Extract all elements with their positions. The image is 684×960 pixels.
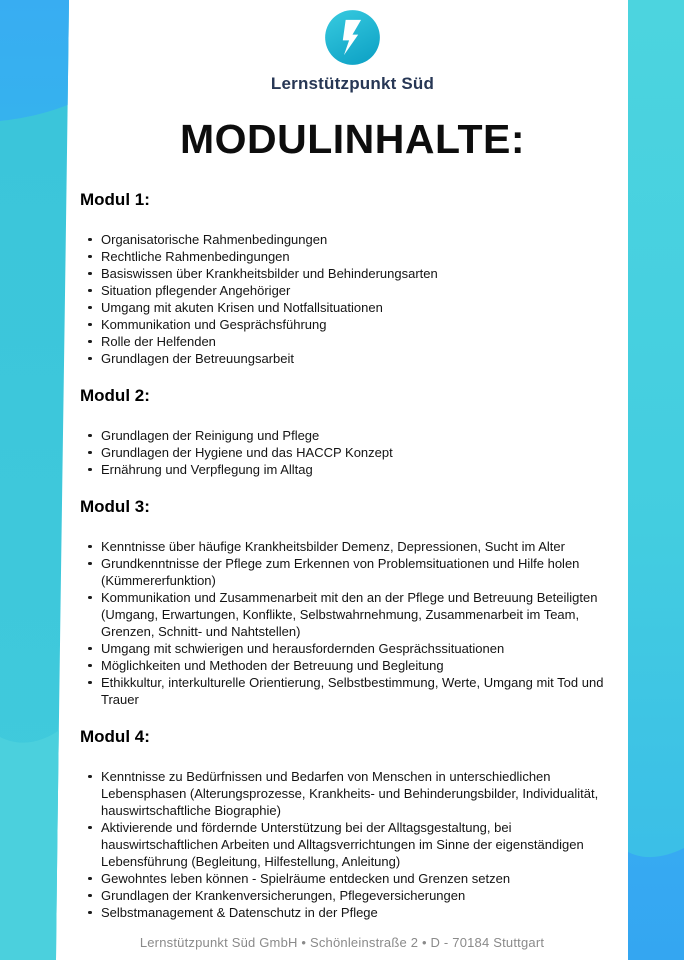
module-1-heading: Modul 1: — [80, 189, 150, 209]
list-item: Aktivierende und fördernde Unterstützung bei der Alltagsgestaltung, bei hauswirtschaftlichen Arbeiten und Alltagsverrichtungen im Sinne der eigenständigen Lebensführung (Begleitung, Hilfestellung, Anleitung) — [80, 819, 625, 870]
list-item: Möglichkeiten und Methoden der Betreuung und Begleitung — [80, 657, 625, 674]
list-item: Kommunikation und Zusammenarbeit mit den an der Pflege und Betreuung Beteiligten (Umgang, Erwartungen, Konflikte, Selbstwahrnehmung, Zusammenarbeit im Team, Grenzen, Schnitt- und Nahtstellen) — [80, 589, 625, 640]
list-item: Basiswissen über Krankheitsbilder und Behinderungsarten — [80, 265, 625, 282]
list-item: Grundlagen der Betreuungsarbeit — [80, 350, 625, 367]
module-3-list — [80, 538, 625, 708]
module-2-heading: Modul 2: — [80, 385, 150, 405]
list-item: Umgang mit schwierigen und herausfordernden Gesprächssituationen — [80, 640, 625, 657]
module-4-heading: Modul 4: — [80, 726, 150, 746]
brand-name: Lernstützpunkt Süd — [270, 74, 435, 93]
list-item: Ethikkultur, interkulturelle Orientierung, Selbstbestimmung, Werte, Umgang mit Tod und Trauer — [80, 674, 625, 708]
list-item: Ernährung und Verpflegung im Alltag — [80, 461, 625, 478]
module-4-list — [80, 768, 625, 921]
footer-address: Lernstützpunkt Süd GmbH • Schönleinstraße 2 • D - 70184 Stuttgart — [139, 935, 545, 950]
lightning-bolt-icon — [324, 9, 381, 66]
list-item: Selbstmanagement & Datenschutz in der Pflege — [80, 904, 625, 921]
list-item: Kenntnisse zu Bedürfnissen und Bedarfen von Menschen in unterschiedlichen Lebensphasen (Alterungsprozesse, Krankheits- und Behinderungsbilder, Individualität, hauswirtschaftliche Biographie) — [80, 768, 625, 819]
module-section-4 — [80, 726, 625, 921]
left-border-wave — [0, 0, 70, 960]
list-item: Grundkenntnisse der Pflege zum Erkennen von Problemsituationen und Hilfe holen (Kümmererfunktion) — [80, 555, 625, 589]
list-item: Rolle der Helfenden — [80, 333, 625, 350]
list-item: Kommunikation und Gesprächsführung — [80, 316, 625, 333]
list-item: Grundlagen der Reinigung und Pflege — [80, 427, 625, 444]
list-item: Organisatorische Rahmenbedingungen — [80, 231, 625, 248]
list-item: Kenntnisse über häufige Krankheitsbilder Demenz, Depressionen, Sucht im Alter — [80, 538, 625, 555]
list-item: Gewohntes leben können - Spielräume entdecken und Grenzen setzen — [80, 870, 625, 887]
list-item: Grundlagen der Krankenversicherungen, Pflegeversicherungen — [80, 887, 625, 904]
list-item: Rechtliche Rahmenbedingungen — [80, 248, 625, 265]
module-section-3 — [80, 496, 625, 708]
list-item: Umgang mit akuten Krisen und Notfallsituationen — [80, 299, 625, 316]
right-border-wave — [626, 0, 684, 960]
list-item: Situation pflegender Angehöriger — [80, 282, 625, 299]
module-3-heading: Modul 3: — [80, 496, 150, 516]
list-item: Grundlagen der Hygiene und das HACCP Konzept — [80, 444, 625, 461]
brand-logo — [80, 0, 625, 94]
page-title: MODULINHALTE: — [179, 116, 526, 162]
module-section-1 — [80, 189, 625, 367]
module-1-list — [80, 231, 625, 367]
module-2-list — [80, 427, 625, 478]
content-column — [80, 0, 625, 921]
module-section-2 — [80, 385, 625, 478]
